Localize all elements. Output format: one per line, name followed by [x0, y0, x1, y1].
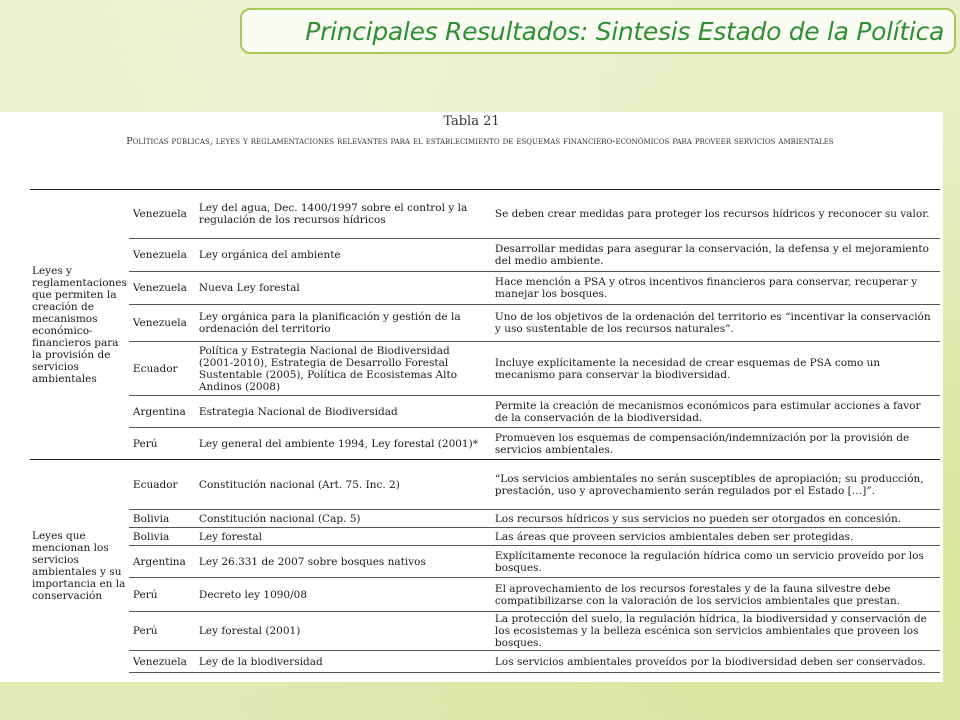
- description-cell: Explícitamente reconoce la regulación hídrica como un servicio proveído por los bosques.: [491, 546, 940, 578]
- description-cell: Promueven los esquemas de compensación/indemnización por la provisión de servicios ambientales.: [491, 428, 940, 460]
- country-cell: Perú: [129, 612, 195, 651]
- country-cell: Bolivia: [129, 510, 195, 528]
- law-cell: Ley de la biodiversidad: [195, 651, 491, 673]
- law-cell: Ley del agua, Dec. 1400/1997 sobre el control y la regulación de los recursos hídricos: [195, 190, 491, 239]
- country-cell: Venezuela: [129, 305, 195, 342]
- description-cell: Los recursos hídricos y sus servicios no pueden ser otorgados en concesión.: [491, 510, 940, 528]
- table-row: [30, 612, 940, 651]
- country-cell: Ecuador: [129, 342, 195, 396]
- law-cell: Ley forestal (2001): [195, 612, 491, 651]
- country-cell: Bolivia: [129, 528, 195, 546]
- table-row: [30, 510, 940, 528]
- law-cell: Ley orgánica del ambiente: [195, 239, 491, 272]
- country-cell: Venezuela: [129, 651, 195, 673]
- country-cell: Venezuela: [129, 239, 195, 272]
- law-cell: Constitución nacional (Cap. 5): [195, 510, 491, 528]
- table-row: [30, 342, 940, 396]
- table-row: [30, 651, 940, 673]
- country-cell: Argentina: [129, 546, 195, 578]
- table-row: [30, 396, 940, 428]
- table-row: [30, 305, 940, 342]
- description-cell: Desarrollar medidas para asegurar la conservación, la defensa y el mejoramiento del medio ambiente.: [491, 239, 940, 272]
- law-cell: Política y Estrategia Nacional de Biodiversidad (2001-2010), Estrategia de Desarrollo Forestal Sustentable (2005), Política de Ecosistemas Alto Andinos (2008): [195, 342, 491, 396]
- table-row: [30, 578, 940, 612]
- country-cell: Perú: [129, 578, 195, 612]
- country-cell: Perú: [129, 428, 195, 460]
- law-cell: Constitución nacional (Art. 75. Inc. 2): [195, 460, 491, 510]
- description-cell: El aprovechamiento de los recursos forestales y de la fauna silvestre debe compatibilizarse con la valoración de los servicios ambientales que prestan.: [491, 578, 940, 612]
- description-cell: “Los servicios ambientales no serán susceptibles de apropiación; su producción, prestación, uso y aprovechamiento serán regulados por el Estado […]”.: [491, 460, 940, 510]
- group-label: Leyes que mencionan los servicios ambientales y su importancia en la conservación: [30, 460, 129, 673]
- description-cell: Incluye explícitamente la necesidad de crear esquemas de PSA como un mecanismo para conservar la biodiversidad.: [491, 342, 940, 396]
- document-image: [0, 112, 943, 682]
- law-cell: Estrategia Nacional de Biodiversidad: [195, 396, 491, 428]
- country-cell: Venezuela: [129, 272, 195, 305]
- description-cell: Las áreas que proveen servicios ambientales deben ser protegidas.: [491, 528, 940, 546]
- table-row: [30, 190, 940, 239]
- country-cell: Argentina: [129, 396, 195, 428]
- description-cell: La protección del suelo, la regulación hídrica, la biodiversidad y conservación de los ecosistemas y la belleza escénica son servicios ambientales que proveen los bosques.: [491, 612, 940, 651]
- table-row: [30, 528, 940, 546]
- description-cell: Permite la creación de mecanismos económicos para estimular acciones a favor de la conservación de la biodiversidad.: [491, 396, 940, 428]
- table-row: [30, 546, 940, 578]
- country-cell: Venezuela: [129, 190, 195, 239]
- table-row: [30, 239, 940, 272]
- law-cell: Ley general del ambiente 1994, Ley forestal (2001)*: [195, 428, 491, 460]
- policy-table: [30, 189, 940, 673]
- description-cell: Los servicios ambientales proveídos por la biodiversidad deben ser conservados.: [491, 651, 940, 673]
- slide-title: Principales Resultados: Sintesis Estado de la Política: [305, 16, 944, 46]
- slide-title-box: [240, 8, 956, 54]
- table-row: [30, 460, 940, 510]
- country-cell: Ecuador: [129, 460, 195, 510]
- law-cell: Ley 26.331 de 2007 sobre bosques nativos: [195, 546, 491, 578]
- law-cell: Ley orgánica para la planificación y gestión de la ordenación del territorio: [195, 305, 491, 342]
- table-label: Tabla 21: [443, 114, 500, 129]
- table-row: [30, 428, 940, 460]
- description-cell: Uno de los objetivos de la ordenación del territorio es “incentivar la conservación y uso sustentable de los recursos naturales”.: [491, 305, 940, 342]
- table-caption: Políticas públicas, leyes y reglamentaciones relevantes para el establecimiento de esquemas financiero-económicos para proveer servicios ambientales: [126, 136, 834, 147]
- description-cell: Hace mención a PSA y otros incentivos financieros para conservar, recuperar y manejar los bosques.: [491, 272, 940, 305]
- law-cell: Decreto ley 1090/08: [195, 578, 491, 612]
- table-row: [30, 272, 940, 305]
- description-cell: Se deben crear medidas para proteger los recursos hídricos y reconocer su valor.: [491, 190, 940, 239]
- group-label: Leyes y reglamentaciones que permiten la creación de mecanismos económico-financieros para la provisión de servicios ambientales: [30, 190, 129, 460]
- law-cell: Ley forestal: [195, 528, 491, 546]
- law-cell: Nueva Ley forestal: [195, 272, 491, 305]
